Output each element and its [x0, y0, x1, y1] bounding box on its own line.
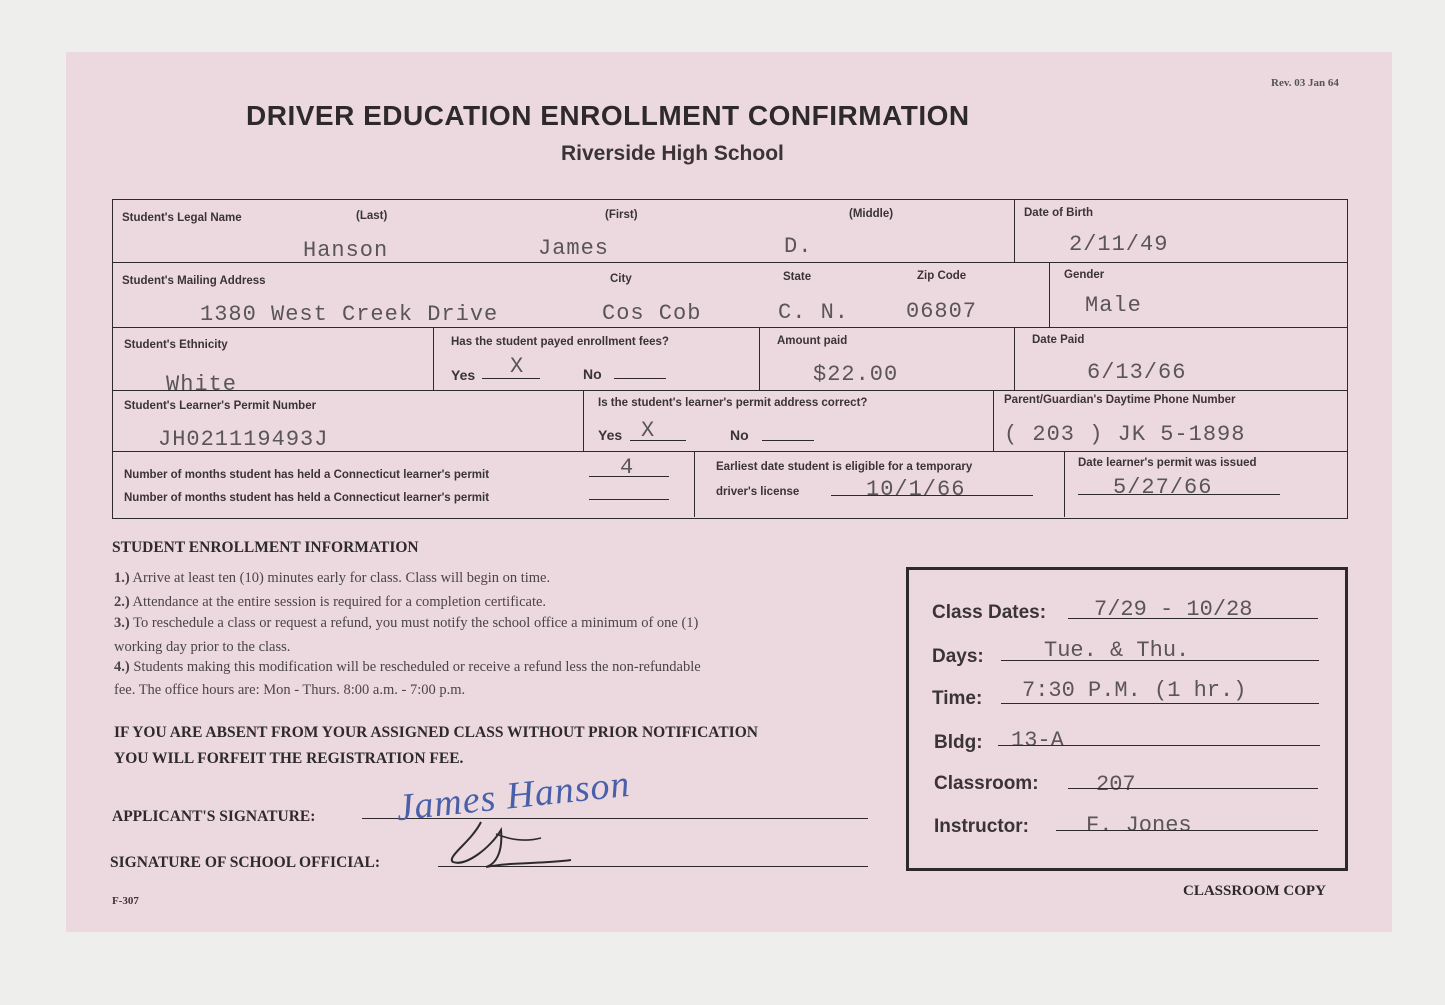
permit-address-yes-label: Yes: [598, 427, 623, 443]
class-dates-label: Class Dates:: [932, 602, 1047, 623]
rule-4-number: 4.): [114, 659, 130, 675]
rule-1-number: 1.): [114, 570, 130, 586]
address-value: 1380 West Creek Drive: [200, 302, 499, 327]
city-label: City: [610, 273, 632, 285]
rule-3-text: To reschedule a class or request a refund, you must notify the school office a minimum of one (1): [133, 615, 699, 631]
zip-label: Zip Code: [917, 270, 967, 282]
amount-label: Amount paid: [777, 335, 848, 347]
ethnicity-value: White: [166, 372, 238, 392]
dob-value: 2/11/49: [1069, 232, 1169, 257]
fees-yes-label: Yes: [451, 367, 476, 383]
last-name-value: Hanson: [303, 238, 389, 263]
rule-1-text: Arrive at least ten (10) minutes early for class. Class will begin on time.: [132, 570, 551, 586]
first-label: (First): [605, 209, 638, 221]
middle-label: (Middle): [849, 208, 894, 220]
date-paid-value: 6/13/66: [1087, 360, 1187, 385]
name-label: Student's Legal Name: [122, 212, 242, 224]
issued-label: Date learner's permit was issued: [1078, 457, 1257, 469]
phone-label: Parent/Guardian's Daytime Phone Number: [1004, 394, 1236, 406]
fees-yes-mark: X: [510, 354, 525, 379]
applicant-signature-label: APPLICANT'S SIGNATURE:: [112, 808, 316, 825]
class-dates-value: 7/29 - 10/28: [1094, 597, 1253, 622]
rule-4-text: Students making this modification will be rescheduled or receive a refund less the non-refundable: [133, 659, 701, 675]
middle-initial-value: D.: [784, 234, 813, 259]
city-value: Cos Cob: [602, 301, 702, 326]
building-value: 13-A: [1011, 728, 1064, 753]
instructor-value: F. Jones: [1086, 813, 1192, 838]
first-name-value: James: [538, 236, 610, 261]
issued-value: 5/27/66: [1113, 475, 1213, 500]
revision-note: Rev. 03 Jan 64: [1271, 77, 1339, 89]
amount-value: $22.00: [813, 362, 899, 387]
last-label: (Last): [356, 210, 388, 222]
date-paid-label: Date Paid: [1032, 334, 1085, 346]
rule-2-number: 2.): [114, 594, 130, 610]
state-label: State: [783, 271, 812, 283]
official-signature-scribble: [441, 812, 601, 872]
state-value: C. N.: [778, 300, 850, 325]
info-heading: STUDENT ENROLLMENT INFORMATION: [112, 539, 419, 556]
form-title: DRIVER EDUCATION ENROLLMENT CONFIRMATION: [246, 100, 970, 131]
months-label-1: Number of months student has held a Connecticut learner's permit: [124, 469, 490, 481]
permit-address-yes-mark: X: [641, 418, 656, 443]
copy-label: CLASSROOM COPY: [1183, 883, 1326, 899]
permit-label: Student's Learner's Permit Number: [124, 400, 317, 412]
applicant-signature: James Hanson: [394, 762, 633, 830]
instructor-label: Instructor:: [934, 816, 1029, 837]
official-signature-label: SIGNATURE OF SCHOOL OFFICIAL:: [110, 854, 380, 871]
ethnicity-label: Student's Ethnicity: [124, 339, 228, 351]
classroom-label: Classroom:: [934, 773, 1039, 794]
earliest-label-2: driver's license: [716, 486, 800, 498]
earliest-value: 10/1/66: [866, 477, 966, 502]
gender-value: Male: [1085, 293, 1142, 318]
fees-label: Has the student payed enrollment fees?: [451, 336, 669, 348]
gender-label: Gender: [1064, 269, 1105, 281]
days-label: Days:: [932, 646, 984, 667]
rule-2-text: Attendance at the entire session is required for a completion certificate.: [132, 594, 547, 610]
dob-label: Date of Birth: [1024, 207, 1093, 219]
permit-address-no-label: No: [730, 427, 749, 443]
address-label: Student's Mailing Address: [122, 275, 266, 287]
time-value: 7:30 P.M. (1 hr.): [1022, 678, 1247, 703]
fees-no-label: No: [583, 366, 602, 382]
time-label: Time:: [932, 688, 983, 709]
school-name: Riverside High School: [561, 142, 784, 165]
rule-4-continued: fee. The office hours are: Mon - Thurs. 8:00 a.m. - 7:00 p.m.: [114, 682, 466, 698]
earliest-label-1: Earliest date student is eligible for a temporary: [716, 461, 973, 473]
permit-value: JH021119493J: [158, 427, 329, 452]
building-label: Bldg:: [934, 732, 983, 753]
zip-value: 06807: [906, 299, 978, 324]
phone-value: ( 203 ) JK 5-1898: [1004, 422, 1246, 447]
warning-line-1: IF YOU ARE ABSENT FROM YOUR ASSIGNED CLASS WITHOUT PRIOR NOTIFICATION: [114, 724, 758, 741]
warning-line-2: YOU WILL FORFEIT THE REGISTRATION FEE.: [114, 750, 464, 767]
classroom-value: 207: [1096, 772, 1136, 797]
rule-3-continued: working day prior to the class.: [114, 639, 291, 655]
days-value: Tue. & Thu.: [1044, 638, 1190, 663]
form-number: F-307: [112, 895, 139, 907]
months-label-2: Number of months student has held a Connecticut learner's permit: [124, 492, 490, 504]
rule-3-number: 3.): [114, 615, 130, 631]
enrollment-card: [66, 52, 1392, 932]
permit-address-label: Is the student's learner's permit address correct?: [598, 397, 868, 409]
months-value: 4: [620, 455, 635, 480]
